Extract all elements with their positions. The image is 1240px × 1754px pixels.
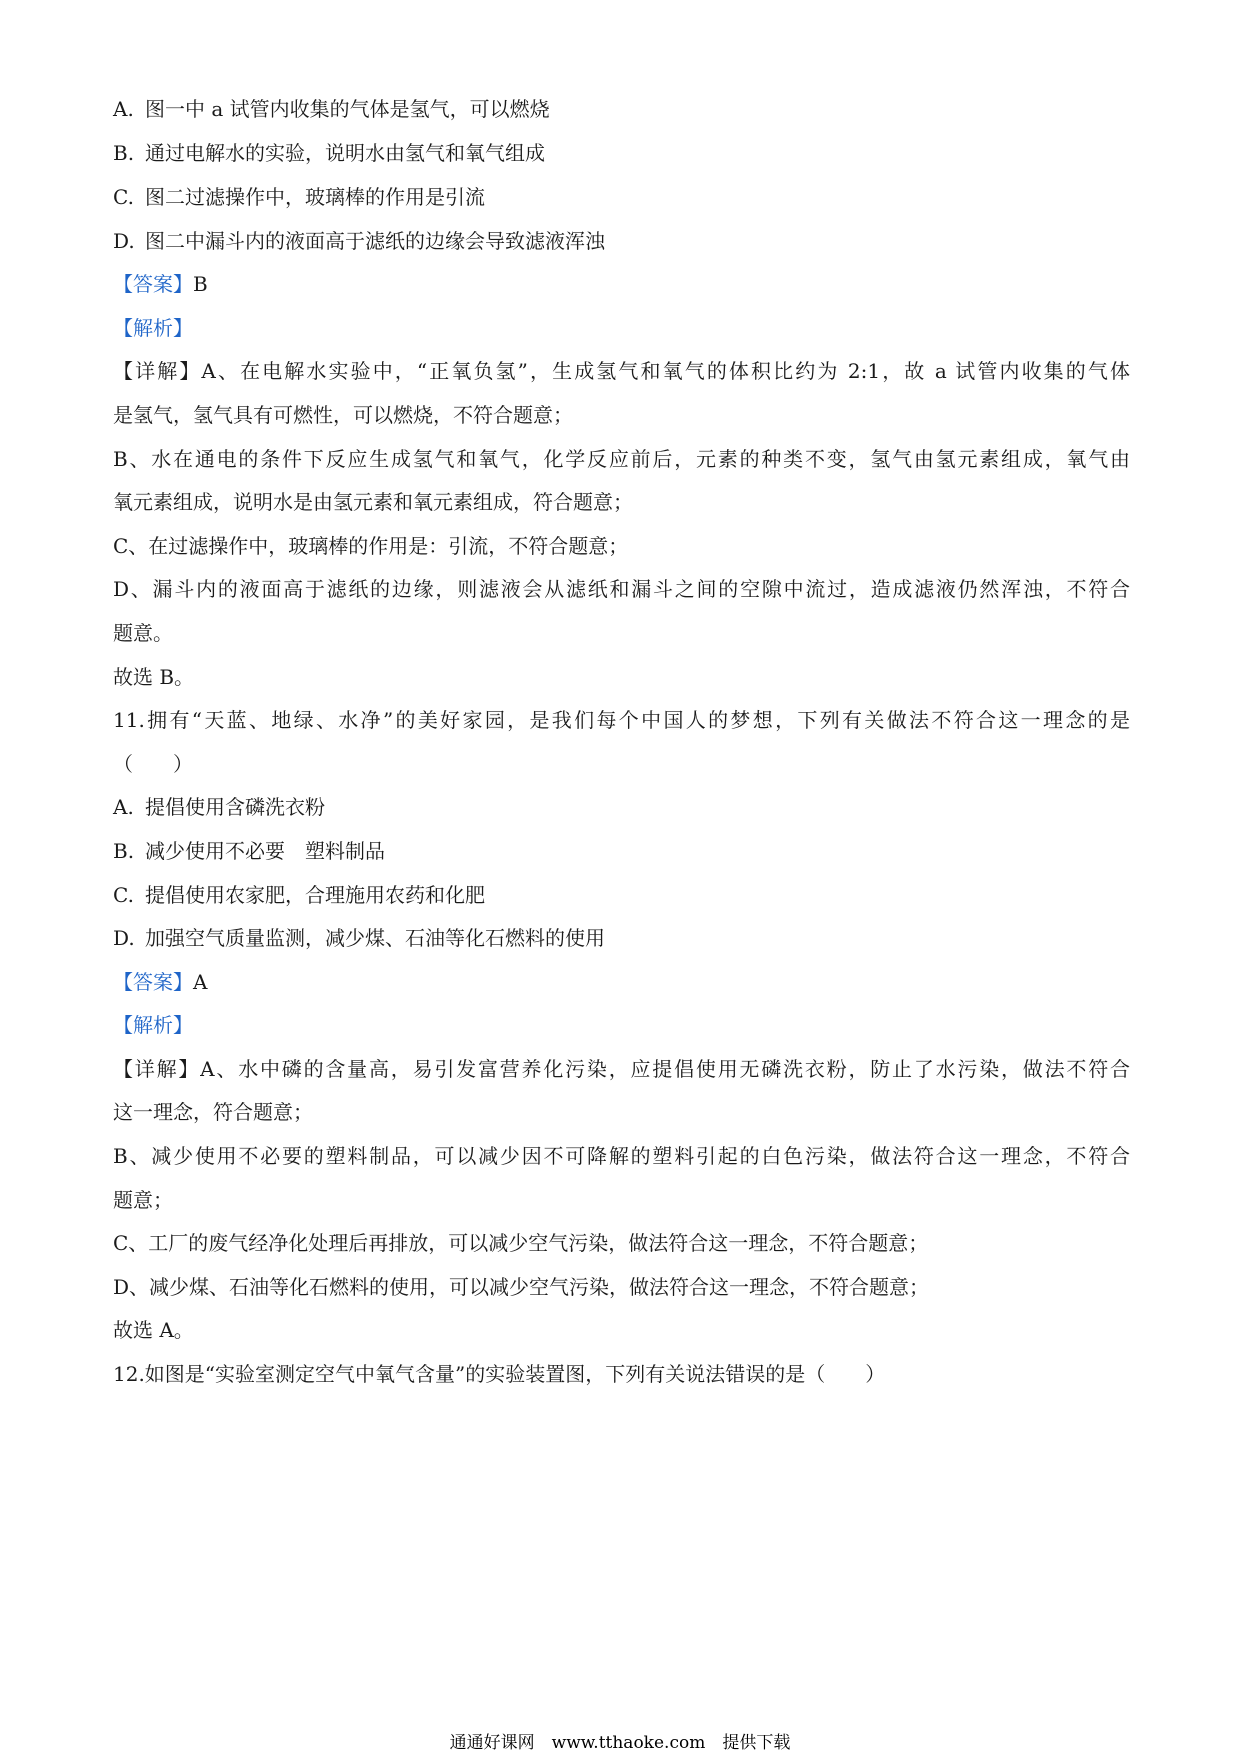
q10-detail-line-5: C、在过滤操作中，玻璃棒的作用是：引流，不符合题意；: [113, 534, 629, 558]
q10-detail-line-4: 氧元素组成，说明水是由氢元素和氧元素组成，符合题意；: [113, 490, 633, 514]
q11-option-a: A. 提倡使用含磷洗衣粉: [113, 795, 325, 819]
q10-detail-line-7: 题意。: [113, 621, 173, 645]
q10-detail-line-3: B、水在通电的条件下反应生成氢气和氧气，化学反应前后，元素的种类不变，氢气由氢元素组成，氧气由: [113, 447, 1130, 471]
q11-option-b: B. 减少使用不必要 塑料制品: [113, 839, 385, 863]
page-footer: 通通好课网 www.tthaoke.com 提供下载: [449, 1733, 791, 1753]
q10-detail-line-8: 故选 B。: [113, 665, 195, 689]
q11-detail-line-3: B、减少使用不必要的塑料制品，可以减少因不可降解的塑料引起的白色污染，做法符合这一理念，不符合: [113, 1144, 1130, 1168]
q11-detail-line-5: C、工厂的废气经净化处理后再排放，可以减少空气污染，做法符合这一理念，不符合题意；: [113, 1231, 929, 1255]
q11-detail-line-2: 这一理念，符合题意；: [113, 1100, 313, 1124]
q10-detail-line-6: D、漏斗内的液面高于滤纸的边缘，则滤液会从滤纸和漏斗之间的空隙中流过，造成滤液仍然浑浊，不符合: [113, 577, 1130, 601]
q11-detail-line-1: 【详解】A、水中磷的含量高，易引发富营养化污染，应提倡使用无磷洗衣粉，防止了水污染，做法不符合: [113, 1057, 1130, 1081]
q12-stem: 12.如图是“实验室测定空气中氧气含量”的实验装置图，下列有关说法错误的是（ ）: [113, 1362, 886, 1386]
q11-analysis-heading: 【解析】: [113, 1013, 193, 1037]
q11-stem-line-1: 11.拥有“天蓝、地绿、水净”的美好家园，是我们每个中国人的梦想，下列有关做法不符合这一理念的是: [113, 708, 1130, 732]
q10-option-c: C. 图二过滤操作中，玻璃棒的作用是引流: [113, 185, 485, 209]
q10-analysis-heading: 【解析】: [113, 316, 193, 340]
q11-detail-line-4: 题意；: [113, 1188, 173, 1212]
q11-option-c: C. 提倡使用农家肥，合理施用农药和化肥: [113, 883, 485, 907]
q10-option-a: A. 图一中 a 试管内收集的气体是氢气，可以燃烧: [113, 97, 550, 121]
q11-option-d: D. 加强空气质量监测，减少煤、石油等化石燃料的使用: [113, 926, 605, 950]
q11-detail-line-6: D、减少煤、石油等化石燃料的使用，可以减少空气污染，做法符合这一理念，不符合题意；: [113, 1275, 930, 1299]
q10-option-b: B. 通过电解水的实验，说明水由氢气和氧气组成: [113, 141, 545, 165]
q11-stem-line-2: （ ）: [113, 752, 193, 776]
q10-answer: 【答案】B: [113, 272, 208, 296]
q11-answer: 【答案】A: [113, 970, 208, 994]
q10-detail-line-1: 【详解】A、在电解水实验中，“正氧负氢”，生成氢气和氧气的体积比约为 2:1，故 a 试管内收集的气体: [113, 359, 1130, 383]
q10-option-d: D. 图二中漏斗内的液面高于滤纸的边缘会导致滤液浑浊: [113, 229, 605, 253]
q11-detail-line-7: 故选 A。: [113, 1318, 194, 1342]
q10-detail-line-2: 是氢气，氢气具有可燃性，可以燃烧，不符合题意；: [113, 403, 573, 427]
